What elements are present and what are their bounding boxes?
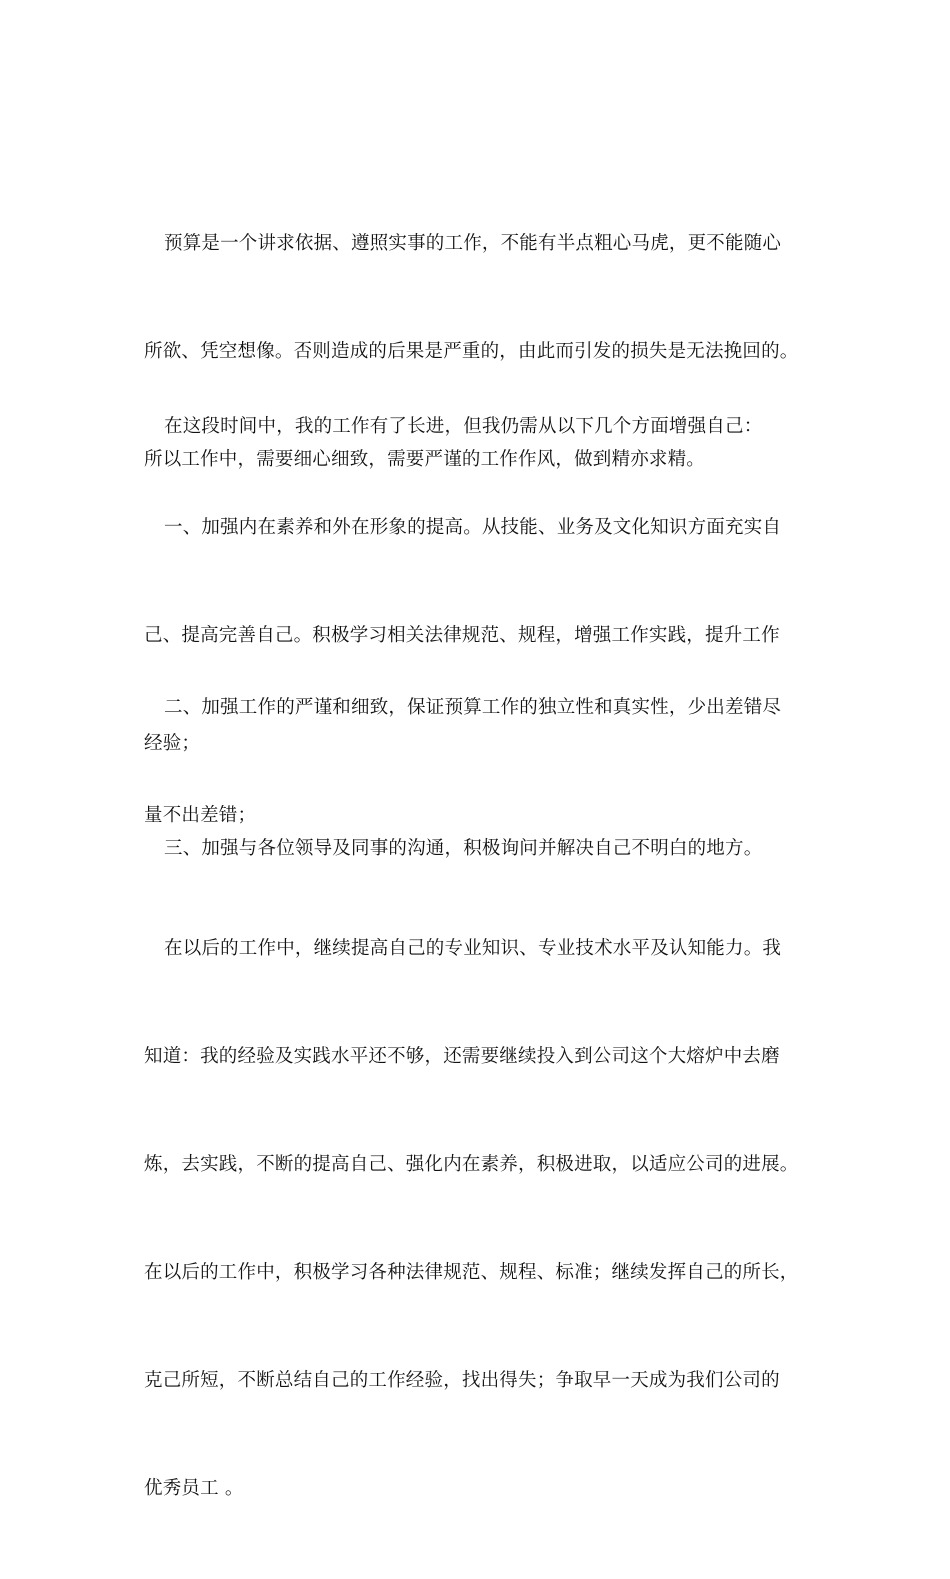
text-line: 在以后的工作中，积极学习各种法律规范、规程、标准；继续发挥自己的所长， bbox=[144, 1262, 799, 1283]
text-line: 知道：我的经验及实践水平还不够，还需要继续投入到公司这个大熔炉中去磨 bbox=[144, 1046, 780, 1067]
text-line: 量不出差错； bbox=[144, 805, 257, 826]
paragraph-future-plan bbox=[144, 859, 814, 1579]
text-line: 优秀员工 。 bbox=[144, 1478, 244, 1499]
text-line: 在以后的工作中，继续提高自己的专业知识、专业技术水平及认知能力。我 bbox=[164, 938, 782, 959]
text-line: 己、提高完善自己。积极学习相关法律规范、规程，增强工作实践，提升工作 bbox=[144, 625, 780, 646]
text-line: 预算是一个讲求依据、遵照实事的工作，不能有半点粗心马虎，更不能随心 bbox=[164, 233, 782, 254]
text-line: 二、加强工作的严谨和细致，保证预算工作的独立性和真实性，少出差错尽 bbox=[164, 697, 782, 718]
text-line: 克己所短，不断总结自己的工作经验，找出得失；争取早一天成为我们公司的 bbox=[144, 1370, 780, 1391]
text-line: 在这段时间中，我的工作有了长进，但我仍需从以下几个方面增强自己： bbox=[164, 416, 763, 437]
text-line: 炼，去实践，不断的提高自己、强化内在素养，积极进取，以适应公司的进展。 bbox=[144, 1154, 799, 1175]
text-line: 所以工作中，需要细心细致，需要严谨的工作作风，做到精亦求精。 bbox=[144, 449, 706, 470]
text-line: 经验； bbox=[144, 733, 201, 754]
text-line: 三、加强与各位领导及同事的沟通，积极询问并解决自己不明白的地方。 bbox=[164, 838, 763, 859]
text-line: 一、加强内在素养和外在形象的提高。从技能、业务及文化知识方面充实自 bbox=[164, 517, 782, 538]
text-line: 所欲、凭空想像。否则造成的后果是严重的，由此而引发的损失是无法挽回的。 bbox=[144, 341, 799, 362]
